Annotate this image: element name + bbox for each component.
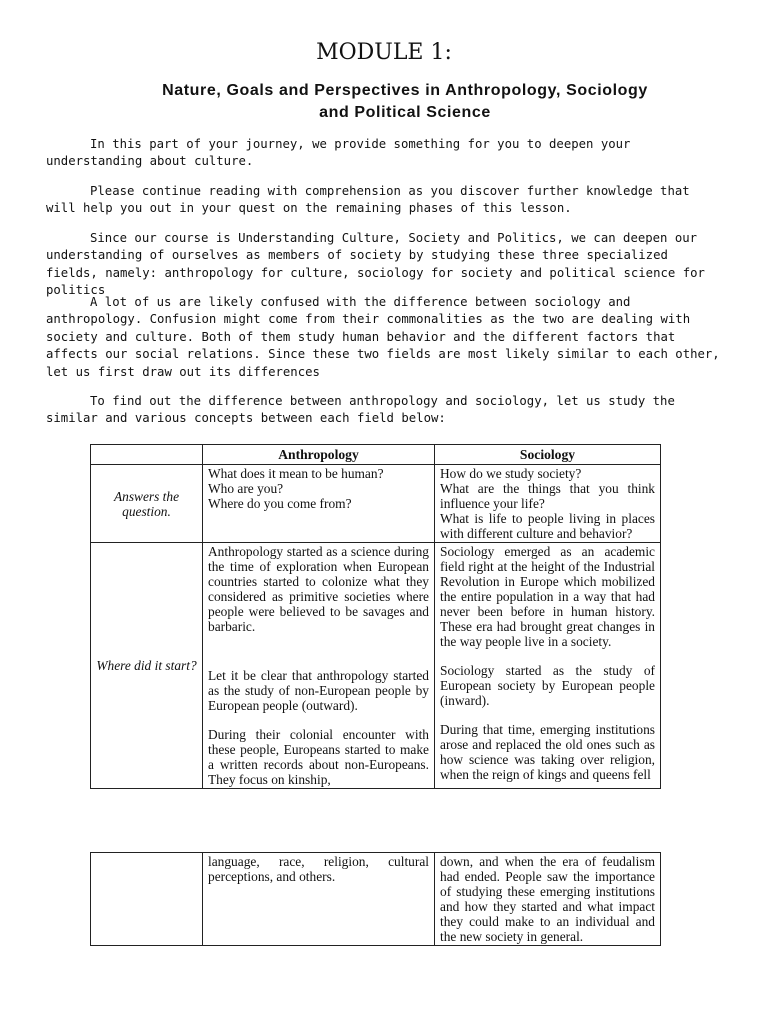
- cell-anthropology-continuation: language, race, religion, cultural perceptions, and others.: [203, 853, 435, 946]
- table-header-empty: [91, 445, 203, 465]
- table-row: [91, 465, 661, 543]
- table-header-row: [91, 445, 661, 465]
- table-header-sociology: Sociology: [435, 445, 661, 465]
- row-label-answers: Answers the question.: [91, 465, 203, 543]
- paragraph-course: Since our course is Understanding Culture, Society and Politics, we can deepen our understanding of ourselves as members of society by studying these three specialized fields, namely: anthropology for culture, sociology for society and political science for politics: [46, 231, 705, 298]
- subtitle-line-1: Nature, Goals and Perspectives in Anthropology, Sociology: [162, 82, 648, 99]
- module-subtitle: [90, 80, 720, 124]
- cell-sociology-questions: How do we study society? What are the things that you think influence your life? What is life to people living in places with different culture and behavior?: [435, 465, 661, 543]
- continuation-empty-label: [91, 853, 203, 946]
- paragraph-confusion: A lot of us are likely confused with the difference between sociology and anthropology. Confusion might come from their commonalities as the two are dealing with society and culture. Both of them study human behavior and the different factors that affects our social relations. Since these two fields are most likely similar to each other, let us first draw out its differences: [46, 295, 720, 379]
- paragraph-intro: In this part of your journey, we provide something for you to deepen your understanding about culture.: [46, 137, 631, 169]
- comparison-table: [90, 444, 661, 789]
- table-row: [91, 543, 661, 789]
- cell-anthropology-questions: What does it mean to be human? Who are you? Where do you come from?: [203, 465, 435, 543]
- comparison-table-continuation: [90, 852, 661, 946]
- cell-anthropology-origin: Anthropology started as a science during the time of exploration when European countries started to colonize what they considered as primitive societies where people were believed to be savages and barbaric. Let it be clear that anthropology started as the study of non-European people by European people (outward). During their colonial encounter with these people, Europeans started to make a written records about non-Europeans. They focus on kinship,: [203, 543, 435, 789]
- row-label-start: Where did it start?: [91, 543, 203, 789]
- table-header-anthropology: Anthropology: [203, 445, 435, 465]
- subtitle-line-2: and Political Science: [319, 104, 491, 121]
- module-title: MODULE 1:: [316, 40, 452, 65]
- cell-sociology-continuation: down, and when the era of feudalism had ended. People saw the importance of studying these emerging institutions and how they started and what impact they could make to an individual and the new society in general.: [435, 853, 661, 946]
- table-row: [91, 853, 661, 946]
- paragraph-find-difference: To find out the difference between anthropology and sociology, let us study the similar and various concepts between each field below:: [46, 394, 675, 426]
- paragraph-continue-reading: Please continue reading with comprehension as you discover further knowledge that will help you out in your quest on the remaining phases of this lesson.: [46, 184, 690, 216]
- cell-sociology-origin: Sociology emerged as an academic field right at the height of the Industrial Revolution in Europe which mobilized the entire population in a way that had never been before in human history. These era had brought great changes in the way people live in a society. Sociology started as the study of European society by European people (inward). During that time, emerging institutions arose and replaced the old ones such as how science was taking over religion, when the reign of kings and queens fell: [435, 543, 661, 789]
